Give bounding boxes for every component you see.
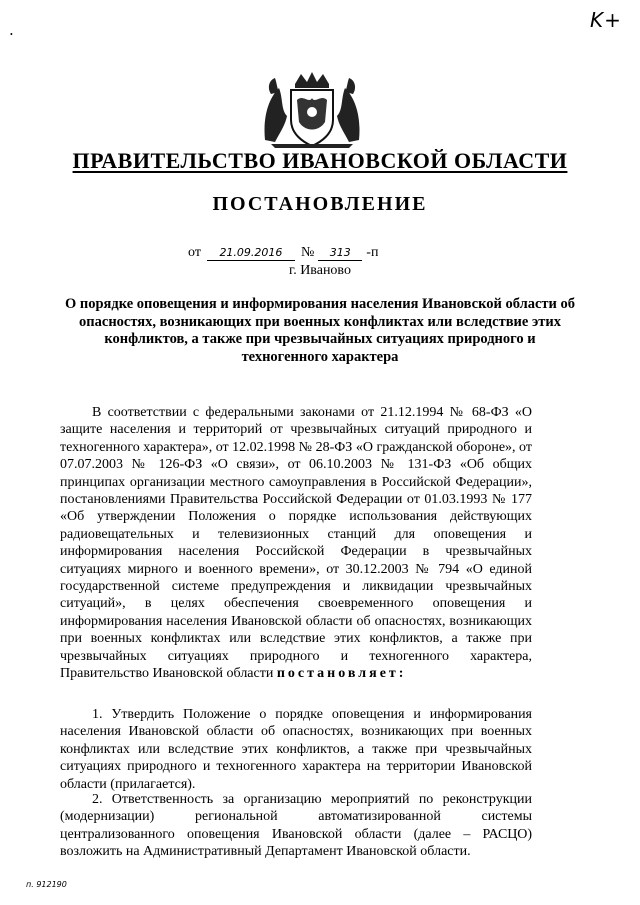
handwritten-corner-mark: K+ — [590, 8, 622, 32]
government-title: ПРАВИТЕЛЬСТВО ИВАНОВСКОЙ ОБЛАСТИ — [72, 148, 568, 173]
coat-of-arms-emblem — [257, 70, 367, 150]
decree-verb: постановляет: — [276, 666, 407, 682]
document-type: ПОСТАНОВЛЕНИЕ — [212, 193, 428, 215]
date-number-row — [188, 245, 378, 261]
number-suffix: -п — [366, 245, 379, 260]
scan-dot: • — [10, 30, 13, 39]
decree-date: 21.09.2016 — [207, 246, 295, 261]
paragraph-preamble — [60, 404, 532, 683]
decree-number: 313 — [318, 246, 362, 261]
preamble-text: В соответствии с федеральными законами от 21.12.1994 № 68-ФЗ «О защите населения и территорий от чрезвычайных ситуаций природного и техногенного характера», от 12.02.1998 № 28-ФЗ «О гражданской обороне», от 07.07.2003 № 126-ФЗ «О связи», от 06.10.2003 № 131-ФЗ «Об общих принципах организации местного самоуправления в Российской Федерации», постановлениями Правительства Российской Федерации от 01.03.1993 № 177 «Об утверждении Положения о порядке использования действующих радиовещательных и телевизионных станций для оповещения и информирования населения Российской Федерации в чрезвычайных ситуациях мирного и военного времени», от 30.12.2003 № 794 «О единой государственной системе предупреждения и ликвидации чрезвычайных ситуаций», в целях обеспечения своевременного оповещения и информирования населения Ивановской области об опасностях, возникающих при военных конфликтах или вследствие этих конфликтов, а также при чрезвычайных ситуациях природного и техногенного характера, Правительство Ивановской области — [60, 405, 532, 682]
paragraph-item-2: 2. Ответственность за организацию мероприятий по реконструкции (модернизации) региональной автоматизированной системы централизованного оповещения Ивановской области (далее – РАСЦО) возложить на Административный Департамент Ивановской области. — [60, 792, 532, 860]
form-number-footnote: п. 912190 — [26, 880, 67, 889]
from-label: от — [188, 245, 201, 260]
paragraph-item-1: 1. Утвердить Положение о порядке оповещения и информирования населения Ивановской области об опасностях, возникающих при военных конфликтах или вследствие этих конфликтов, а также при чрезвычайных ситуациях природного и техногенного характера на территории Ивановской области (прилагается). — [60, 707, 532, 792]
city-name: г. Иваново — [289, 263, 351, 278]
number-label: № — [300, 245, 315, 260]
decree-heading: О порядке оповещения и информирования населения Ивановской области об опасностях, возникающих при военных конфликтах или вследствие этих конфликтов, а также при чрезвычайных ситуациях природного и техногенного характера — [64, 296, 576, 365]
